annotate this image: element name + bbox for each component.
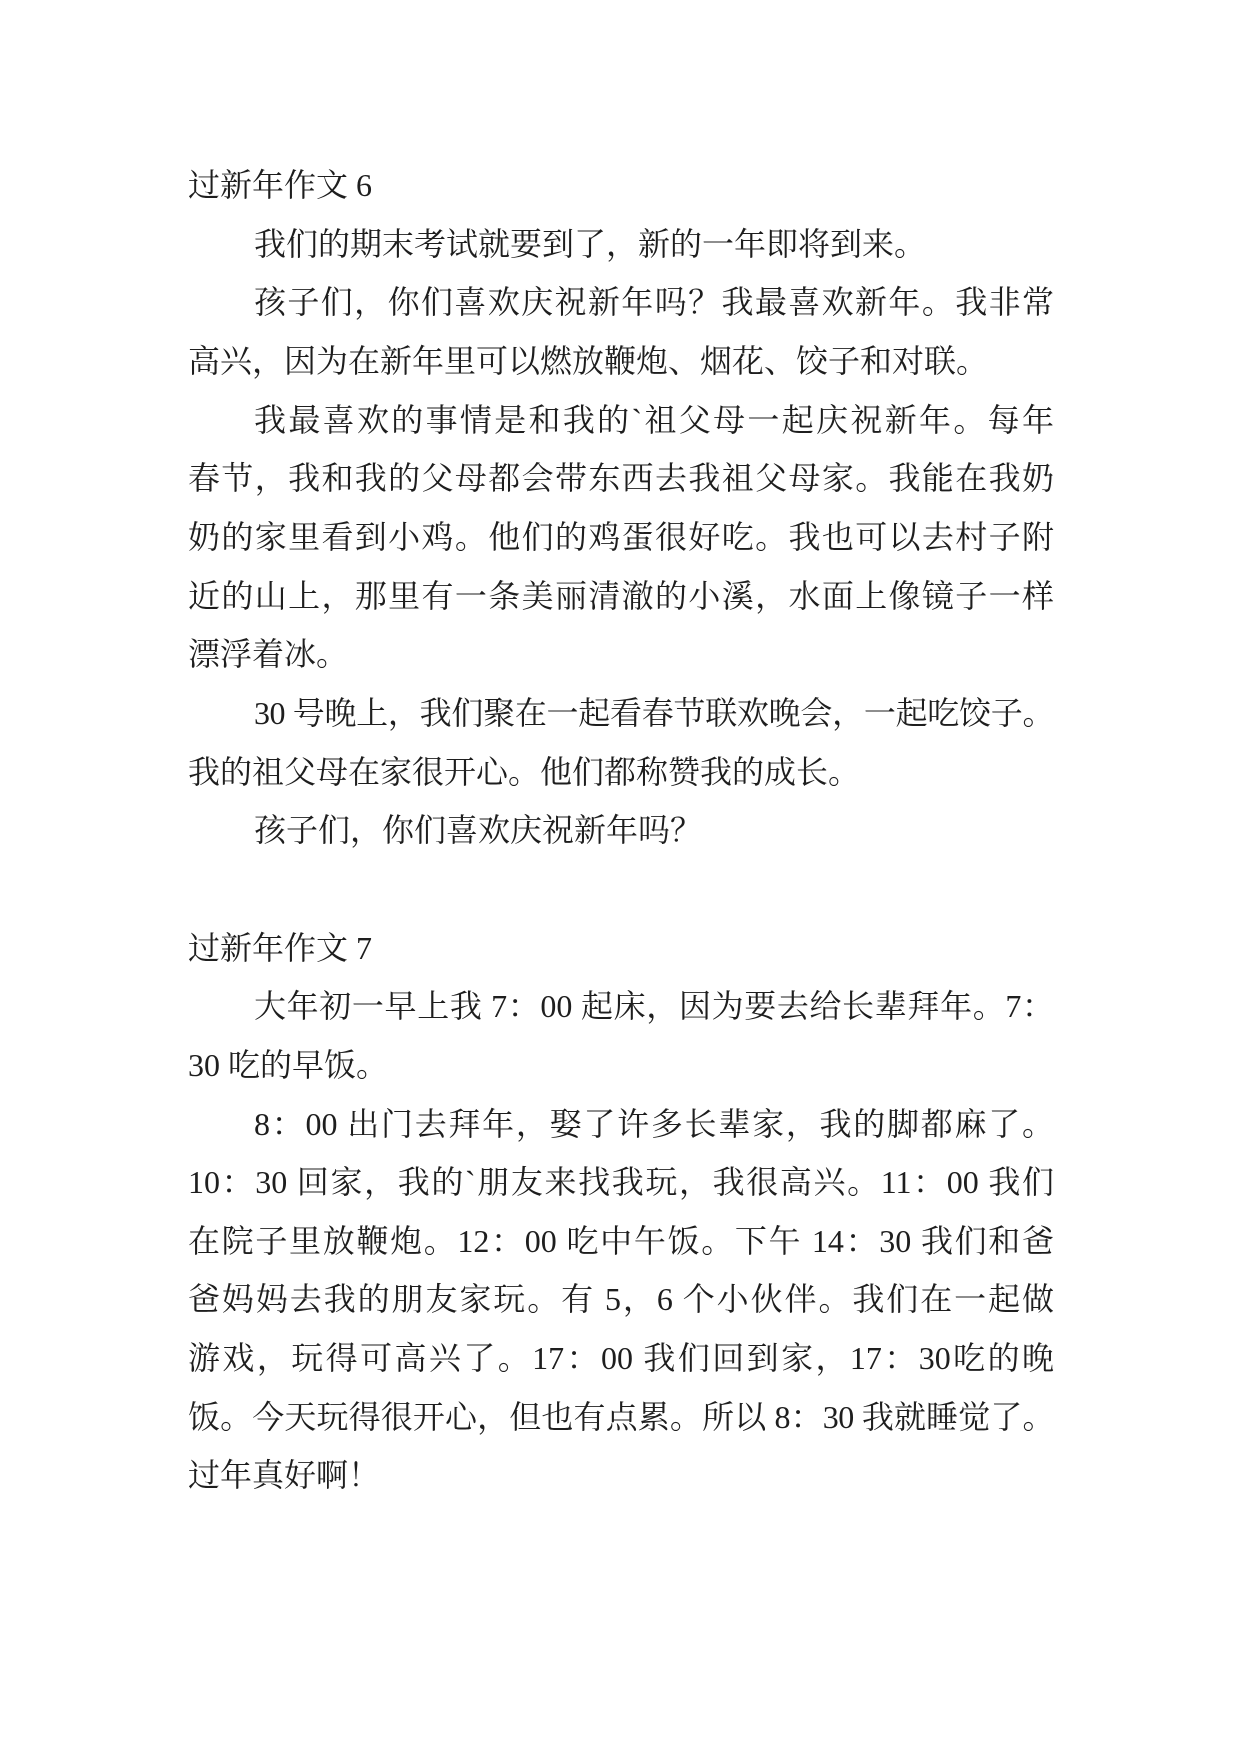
paragraph-line: 8：00 出门去拜年，娶了许多长辈家，我的脚都麻了。 — [254, 1105, 1054, 1142]
paragraph — [188, 1095, 1054, 1506]
paragraph-line: 30 号晚上，我们聚在一起看春节联欢晚会，一起吃饺子。 — [254, 694, 1054, 731]
essay-section — [188, 919, 1054, 1506]
paragraph-line: 漂浮着冰。 — [188, 636, 349, 673]
paragraph-line: 爸妈妈去我的朋友家玩。有 5，6 个小伙伴。我们在一起做 — [188, 1281, 1054, 1318]
paragraph — [188, 977, 1054, 1094]
document-page — [188, 156, 1054, 1505]
section-gap — [188, 860, 1054, 919]
paragraph-line: 我的祖父母在家很开心。他们都称赞我的成长。 — [188, 753, 861, 790]
essay-section — [188, 156, 1054, 860]
paragraph — [188, 391, 1054, 684]
paragraph-line: 高兴，因为在新年里可以燃放鞭炮、烟花、饺子和对联。 — [188, 342, 989, 379]
paragraph — [188, 273, 1054, 390]
paragraph-line: 我最喜欢的事情是和我的`祖父母一起庆祝新年。每年 — [254, 401, 1054, 438]
paragraph-line: 孩子们，你们喜欢庆祝新年吗？我最喜欢新年。我非常 — [254, 284, 1054, 321]
paragraph-line: 春节，我和我的父母都会带东西去我祖父母家。我能在我奶 — [188, 460, 1054, 497]
paragraph-line: 饭。今天玩得很开心，但也有点累。所以 8：30 我就睡觉了。 — [188, 1398, 1054, 1435]
paragraph-line: 30 吃的早饭。 — [188, 1046, 389, 1083]
paragraph-line: 游戏，玩得可高兴了。17：00 我们回到家，17：30吃的晚 — [188, 1340, 1054, 1377]
paragraph — [188, 801, 1054, 860]
essay-title: 过新年作文 7 — [188, 929, 373, 966]
essay-title: 过新年作文 6 — [188, 167, 373, 203]
paragraph — [188, 215, 1054, 274]
paragraph — [188, 684, 1054, 801]
paragraph-line: 在院子里放鞭炮。12：00 吃中午饭。下午 14：30 我们和爸 — [188, 1222, 1054, 1259]
paragraph-line: 奶的家里看到小鸡。他们的鸡蛋很好吃。我也可以去村子附 — [188, 518, 1054, 555]
paragraph-line: 我们的期末考试就要到了，新的一年即将到来。 — [254, 225, 927, 262]
paragraph-line: 10：30 回家，我的`朋友来找我玩，我很高兴。11：00 我们 — [188, 1164, 1054, 1201]
paragraph-line: 孩子们，你们喜欢庆祝新年吗？ — [254, 812, 703, 849]
paragraph-line: 过年真好啊！ — [188, 1457, 381, 1494]
paragraph-line: 近的山上，那里有一条美丽清澈的小溪，水面上像镜子一样 — [188, 577, 1054, 614]
paragraph-line: 大年初一早上我 7：00 起床，因为要去给长辈拜年。7： — [254, 988, 1054, 1025]
